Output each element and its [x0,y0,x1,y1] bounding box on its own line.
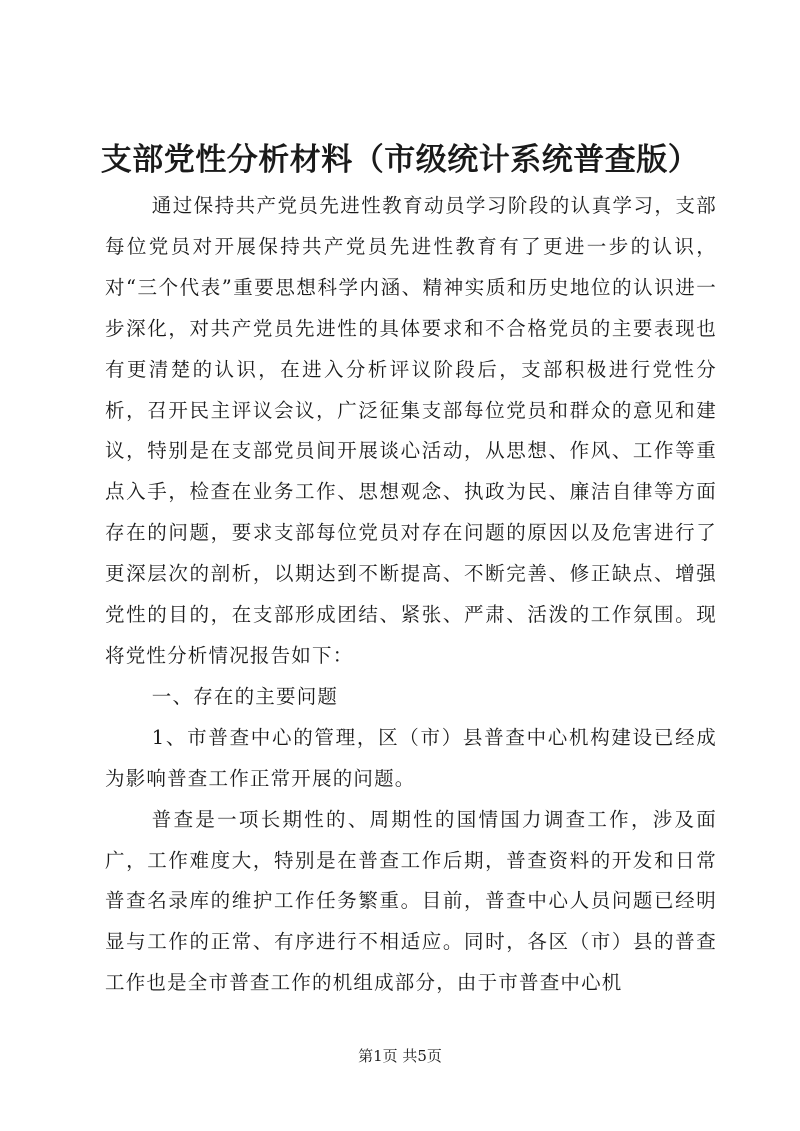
document-body [105,186,717,1004]
section-heading: 一、存在的主要问题 [151,684,339,708]
issue-paragraph: 普查是一项长期性的、周期性的国情国力调查工作，涉及面广，工作难度大，特别是在普查工作后期，普查资料的开发和日常普查名录库的维护工作任务繁重。目前，普查中心人员问题已经明显与工作的正常、有序进行不相适应。同时，各区（市）县的普查工作也是全市普查工作的机组成部分，由于市普查中心机 [105,807,717,995]
document-title: 支部党性分析材料（市级统计系统普查版） [100,142,700,178]
intro-paragraph: 通过保持共产党员先进性教育动员学习阶段的认真学习，支部每位党员对开展保持共产党员先进性教育有了更进一步的认识，对“三个代表”重要思想科学内涵、精神实质和历史地位的认识进一步深化，对共产党员先进性的具体要求和不合格党员的主要表现也有更清楚的认识，在进入分析评议阶段后，支部积极进行党性分析，召开民主评议会议，广泛征集支部每位党员和群众的意见和建议，特别是在支部党员间开展谈心活动，从思想、作风、工作等重点入手，检查在业务工作、思想观念、执政为民、廉洁自律等方面存在的问题，要求支部每位党员对存在问题的原因以及危害进行了更深层次的剖析，以期达到不断提高、不断完善、修正缺点、增强党性的目的，在支部形成团结、紧张、严肃、活泼的工作氛围。现将党性分析情况报告如下： [105,194,717,667]
issue-item: 1、市普查中心的管理，区（市）县普查中心机构建设已经成为影响普查工作正常开展的问题。 [105,725,717,790]
page-footer: 第1页 共5页 [358,1047,442,1065]
